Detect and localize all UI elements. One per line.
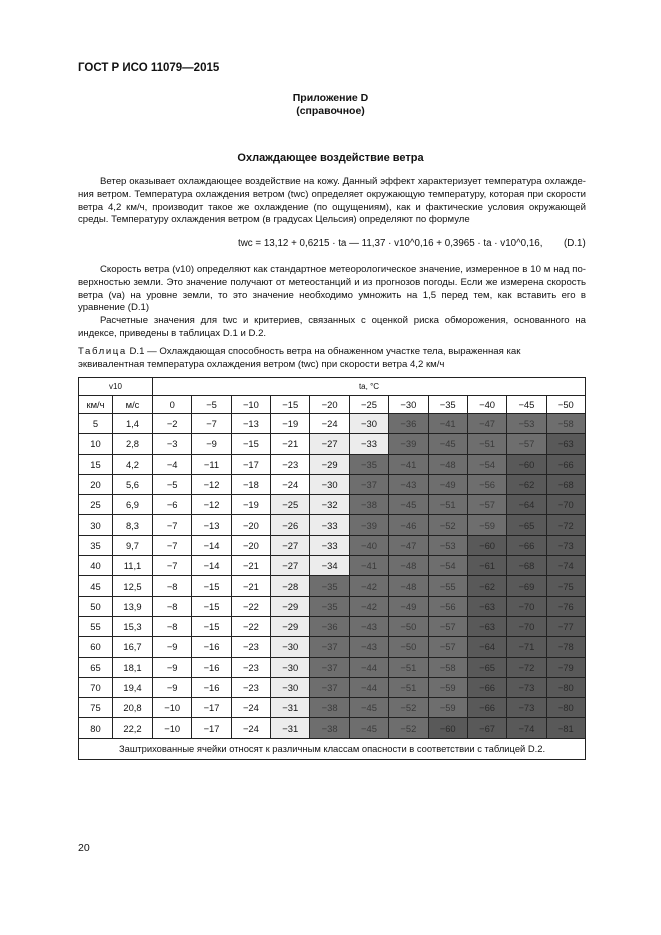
table-cell: −74: [507, 718, 546, 738]
table-cell: −39: [389, 434, 428, 454]
table-cell: −23: [271, 454, 310, 474]
unit-ms: м/с: [113, 396, 153, 414]
table-cell: 5: [79, 414, 113, 434]
table-cell: −51: [467, 434, 506, 454]
table-cell: −27: [310, 434, 349, 454]
table-cell: −23: [231, 637, 270, 657]
table-cell: −52: [389, 698, 428, 718]
table-cell: 19,4: [113, 677, 153, 697]
page-number: 20: [78, 842, 90, 854]
table-cell: −17: [192, 698, 231, 718]
table-cell: −33: [310, 535, 349, 555]
table-cell: −45: [428, 434, 467, 454]
table-cell: −52: [428, 515, 467, 535]
table-cell: −8: [153, 616, 192, 636]
table-cell: −41: [349, 556, 388, 576]
table-cell: −4: [153, 454, 192, 474]
table-cell: −53: [507, 414, 546, 434]
table-cell: −25: [271, 495, 310, 515]
table-cell: −29: [271, 616, 310, 636]
table-cell: 50: [79, 596, 113, 616]
table-cell: −64: [507, 495, 546, 515]
table-cell: −20: [231, 535, 270, 555]
temp-header-cell: −25: [349, 396, 388, 414]
table-cell: −8: [153, 576, 192, 596]
table-cell: 20: [79, 474, 113, 494]
table-cell: −36: [389, 414, 428, 434]
table-cell: −73: [507, 698, 546, 718]
table-cell: −54: [467, 454, 506, 474]
table-cell: −16: [192, 677, 231, 697]
table-cell: −55: [428, 576, 467, 596]
table-cell: −30: [349, 414, 388, 434]
table-cell: −73: [546, 535, 585, 555]
table-cell: −34: [310, 556, 349, 576]
table-cell: −47: [467, 414, 506, 434]
table-row: [79, 414, 586, 434]
table-row: [79, 495, 586, 515]
table-cell: −48: [389, 576, 428, 596]
paragraph-wind-speed: Скорость ветра (v10) определяют как стандартное метеорологическое значение, измеренное в 10 м над по-верхностью земли. Это значение получают от метеостанций и из прогнозов погоды. Если же измерена скорость ветра (va) на уровне земли, то это значение необходимо умножить на 1,5 перед тем, как вставить его в уравнение (D.1): [78, 264, 586, 314]
table-cell: −33: [310, 515, 349, 535]
table-cell: −19: [231, 495, 270, 515]
table-cell: −50: [389, 616, 428, 636]
table-cell: −5: [153, 474, 192, 494]
table-cell: −3: [153, 434, 192, 454]
table-cell: −72: [546, 515, 585, 535]
table-cell: −57: [507, 434, 546, 454]
table-caption-label: Таблица: [78, 346, 127, 357]
table-row: [79, 454, 586, 474]
table-cell: −37: [310, 637, 349, 657]
table-cell: −49: [389, 596, 428, 616]
table-cell: −35: [349, 454, 388, 474]
table-cell: −66: [507, 535, 546, 555]
appendix-heading: [0, 92, 661, 118]
table-cell: −19: [271, 414, 310, 434]
table-cell: −78: [546, 637, 585, 657]
table-cell: −64: [467, 637, 506, 657]
table-cell: −56: [428, 596, 467, 616]
table-cell: −70: [546, 495, 585, 515]
appendix-title: Приложение D: [292, 92, 369, 104]
table-cell: −66: [546, 454, 585, 474]
table-cell: −68: [507, 556, 546, 576]
table-cell: −68: [546, 474, 585, 494]
table-cell: −10: [153, 698, 192, 718]
temp-header-cell: 0: [153, 396, 192, 414]
table-cell: −42: [349, 596, 388, 616]
table-cell: −79: [546, 657, 585, 677]
temp-header-cell: −40: [467, 396, 506, 414]
table-cell: 40: [79, 556, 113, 576]
table-cell: −60: [428, 718, 467, 738]
table-cell: −14: [192, 535, 231, 555]
table-cell: −21: [231, 576, 270, 596]
table-cell: −9: [153, 637, 192, 657]
table-cell: −43: [349, 616, 388, 636]
table-cell: −46: [389, 515, 428, 535]
table-cell: −15: [231, 434, 270, 454]
table-caption-text: D.1 — Охлаждающая способность ветра на обнаженном участке тела, выраженная как эквивалентная температура охлаждения ветром (twc) при скорости ветра 4,2 км/ч: [78, 346, 521, 370]
appendix-subtitle: (справочное): [296, 105, 365, 117]
table-cell: 4,2: [113, 454, 153, 474]
table-cell: −57: [428, 637, 467, 657]
table-cell: −43: [389, 474, 428, 494]
table-cell: −53: [428, 535, 467, 555]
table-cell: −81: [546, 718, 585, 738]
wind-chill-table: [78, 377, 586, 760]
unit-kmh: км/ч: [79, 396, 113, 414]
table-cell: −17: [192, 718, 231, 738]
table-cell: −2: [153, 414, 192, 434]
formula-number: (D.1): [564, 238, 586, 249]
table-cell: −37: [310, 677, 349, 697]
table-cell: −39: [349, 515, 388, 535]
table-row: [79, 616, 586, 636]
table-cell: −76: [546, 596, 585, 616]
table-row: [79, 434, 586, 454]
table-cell: −51: [428, 495, 467, 515]
table-cell: −63: [546, 434, 585, 454]
table-cell: −57: [428, 616, 467, 636]
table-cell: −24: [271, 474, 310, 494]
table-cell: 8,3: [113, 515, 153, 535]
table-cell: −6: [153, 495, 192, 515]
table-cell: 16,7: [113, 637, 153, 657]
table-cell: 65: [79, 657, 113, 677]
table-cell: 30: [79, 515, 113, 535]
table-cell: −58: [546, 414, 585, 434]
table-cell: −23: [231, 677, 270, 697]
table-cell: 45: [79, 576, 113, 596]
table-cell: −41: [389, 454, 428, 474]
temp-header-cell: −5: [192, 396, 231, 414]
table-cell: −22: [231, 596, 270, 616]
table-cell: −12: [192, 495, 231, 515]
table-cell: −48: [428, 454, 467, 474]
table-cell: −60: [507, 454, 546, 474]
temp-header-cell: −45: [507, 396, 546, 414]
table-cell: −27: [271, 535, 310, 555]
table-cell: −35: [310, 576, 349, 596]
temp-header-cell: −35: [428, 396, 467, 414]
table-cell: −10: [153, 718, 192, 738]
table-cell: −59: [467, 515, 506, 535]
table-cell: −7: [192, 414, 231, 434]
table-cell: 9,7: [113, 535, 153, 555]
table-cell: −11: [192, 454, 231, 474]
table-cell: 6,9: [113, 495, 153, 515]
paragraph-calculated-values: Расчетные значения для twc и критериев, связанных с оценкой риска обморожения, основанного на индексе, приведены в таблицах D.1 и D.2.: [78, 315, 586, 339]
table-cell: 75: [79, 698, 113, 718]
table-row: [79, 718, 586, 738]
table-cell: −31: [271, 698, 310, 718]
table-cell: −62: [507, 474, 546, 494]
table-cell: −60: [467, 535, 506, 555]
table-cell: −16: [192, 637, 231, 657]
table-cell: −15: [192, 616, 231, 636]
table-cell: 15: [79, 454, 113, 474]
table-cell: −69: [507, 576, 546, 596]
table-cell: −59: [428, 698, 467, 718]
table-cell: −52: [389, 718, 428, 738]
table-cell: −51: [389, 657, 428, 677]
table-cell: −43: [349, 637, 388, 657]
formula: twc = 13,12 + 0,6215 · ta — 11,37 · v10^0,16 + 0,3965 · ta · v10^0,16,: [238, 238, 543, 249]
table-body: [79, 414, 586, 739]
table-cell: −40: [349, 535, 388, 555]
table-cell: −23: [231, 657, 270, 677]
table-cell: −8: [153, 596, 192, 616]
table-cell: −33: [349, 434, 388, 454]
table-cell: −30: [271, 657, 310, 677]
table-cell: −80: [546, 698, 585, 718]
table-cell: −70: [507, 616, 546, 636]
table-cell: −63: [467, 616, 506, 636]
table-cell: −26: [271, 515, 310, 535]
table-cell: −29: [271, 596, 310, 616]
table-units-row: [79, 396, 586, 414]
table-cell: −72: [507, 657, 546, 677]
paragraph-intro: Ветер оказывает охлаждающее воздействие на кожу. Данный эффект характеризует температура охлажде-ния ветром. Температура охлаждения ветром (twc) определяет окружающую температуру, которая при скорости ветра 4,2 км/ч, производит такое же охлаждение (по ощущениям), как и фактические условия окружающей среды. Температуру охлаждения ветром (в градусах Цельсия) определяют по формуле: [78, 176, 586, 226]
table-cell: 15,3: [113, 616, 153, 636]
table-cell: 70: [79, 677, 113, 697]
table-cell: −44: [349, 677, 388, 697]
table-cell: −62: [467, 576, 506, 596]
table-cell: −73: [507, 677, 546, 697]
table-row: [79, 698, 586, 718]
table-cell: 13,9: [113, 596, 153, 616]
table-cell: −75: [546, 576, 585, 596]
header-air-temperature: ta, °C: [153, 378, 586, 396]
table-cell: −24: [310, 414, 349, 434]
table-cell: −36: [310, 616, 349, 636]
table-cell: −66: [467, 698, 506, 718]
table-footnote-row: [79, 738, 586, 759]
table-cell: −74: [546, 556, 585, 576]
temp-header-cell: −30: [389, 396, 428, 414]
document-code: ГОСТ Р ИСО 11079—2015: [78, 62, 220, 74]
table-cell: −45: [349, 698, 388, 718]
table-cell: −47: [389, 535, 428, 555]
table-cell: −66: [467, 677, 506, 697]
header-wind-speed: v10: [79, 378, 153, 396]
table-cell: 80: [79, 718, 113, 738]
table-cell: 25: [79, 495, 113, 515]
table-cell: 20,8: [113, 698, 153, 718]
table-cell: −65: [507, 515, 546, 535]
table-cell: 55: [79, 616, 113, 636]
table-cell: −37: [349, 474, 388, 494]
table-cell: −24: [231, 718, 270, 738]
table-cell: −67: [467, 718, 506, 738]
table-cell: −38: [349, 495, 388, 515]
table-cell: −42: [349, 576, 388, 596]
table-cell: 11,1: [113, 556, 153, 576]
temp-header-cell: −10: [231, 396, 270, 414]
table-cell: 5,6: [113, 474, 153, 494]
table-cell: −35: [310, 596, 349, 616]
table-row: [79, 556, 586, 576]
table-cell: 60: [79, 637, 113, 657]
table-cell: −7: [153, 556, 192, 576]
temp-header-cell: −50: [546, 396, 585, 414]
table-row: [79, 596, 586, 616]
table-cell: −63: [467, 596, 506, 616]
table-cell: −56: [467, 474, 506, 494]
table-row: [79, 657, 586, 677]
table-cell: −27: [271, 556, 310, 576]
table-cell: −20: [231, 515, 270, 535]
table-cell: −58: [428, 657, 467, 677]
table-cell: −17: [231, 454, 270, 474]
table-cell: −28: [271, 576, 310, 596]
table-cell: −9: [153, 657, 192, 677]
table-cell: −13: [192, 515, 231, 535]
table-cell: −45: [389, 495, 428, 515]
table-row: [79, 474, 586, 494]
table-cell: −70: [507, 596, 546, 616]
table-cell: −38: [310, 698, 349, 718]
table-cell: −59: [428, 677, 467, 697]
table-cell: −14: [192, 556, 231, 576]
table-cell: −80: [546, 677, 585, 697]
table-cell: −12: [192, 474, 231, 494]
table-caption: [78, 346, 586, 372]
table-cell: 18,1: [113, 657, 153, 677]
table-cell: 12,5: [113, 576, 153, 596]
table-cell: −65: [467, 657, 506, 677]
table-cell: −18: [231, 474, 270, 494]
table-cell: −22: [231, 616, 270, 636]
table-cell: −41: [428, 414, 467, 434]
table-cell: −77: [546, 616, 585, 636]
table-cell: −61: [467, 556, 506, 576]
table-cell: −29: [310, 454, 349, 474]
table-cell: −30: [310, 474, 349, 494]
table-cell: 35: [79, 535, 113, 555]
table-row: [79, 576, 586, 596]
table-cell: −9: [192, 434, 231, 454]
table-cell: −7: [153, 515, 192, 535]
table-cell: 10: [79, 434, 113, 454]
table-row: [79, 637, 586, 657]
table-cell: −57: [467, 495, 506, 515]
table-cell: −50: [389, 637, 428, 657]
table-cell: −24: [231, 698, 270, 718]
table-cell: −9: [153, 677, 192, 697]
table-footnote: Заштрихованные ячейки относят к различным классам опасности в соответствии с таблицей D.2.: [79, 738, 586, 759]
table-cell: −15: [192, 596, 231, 616]
temp-header-cell: −15: [271, 396, 310, 414]
table-cell: −48: [389, 556, 428, 576]
table-cell: −37: [310, 657, 349, 677]
table-cell: −71: [507, 637, 546, 657]
table-cell: −30: [271, 637, 310, 657]
table-cell: −38: [310, 718, 349, 738]
table-header-row: [79, 378, 586, 396]
table-cell: −32: [310, 495, 349, 515]
table-cell: 2,8: [113, 434, 153, 454]
table-cell: −51: [389, 677, 428, 697]
table-row: [79, 677, 586, 697]
table-cell: −45: [349, 718, 388, 738]
table-row: [79, 535, 586, 555]
table-cell: −44: [349, 657, 388, 677]
table-cell: −16: [192, 657, 231, 677]
table-cell: −49: [428, 474, 467, 494]
table-cell: 22,2: [113, 718, 153, 738]
table-cell: −15: [192, 576, 231, 596]
table-cell: 1,4: [113, 414, 153, 434]
table-cell: −21: [231, 556, 270, 576]
table-cell: −21: [271, 434, 310, 454]
table-cell: −54: [428, 556, 467, 576]
table-cell: −31: [271, 718, 310, 738]
temp-header-cell: −20: [310, 396, 349, 414]
table-cell: −30: [271, 677, 310, 697]
table-cell: −7: [153, 535, 192, 555]
section-title: Охлаждающее воздействие ветра: [237, 152, 424, 164]
table-row: [79, 515, 586, 535]
table-cell: −13: [231, 414, 270, 434]
